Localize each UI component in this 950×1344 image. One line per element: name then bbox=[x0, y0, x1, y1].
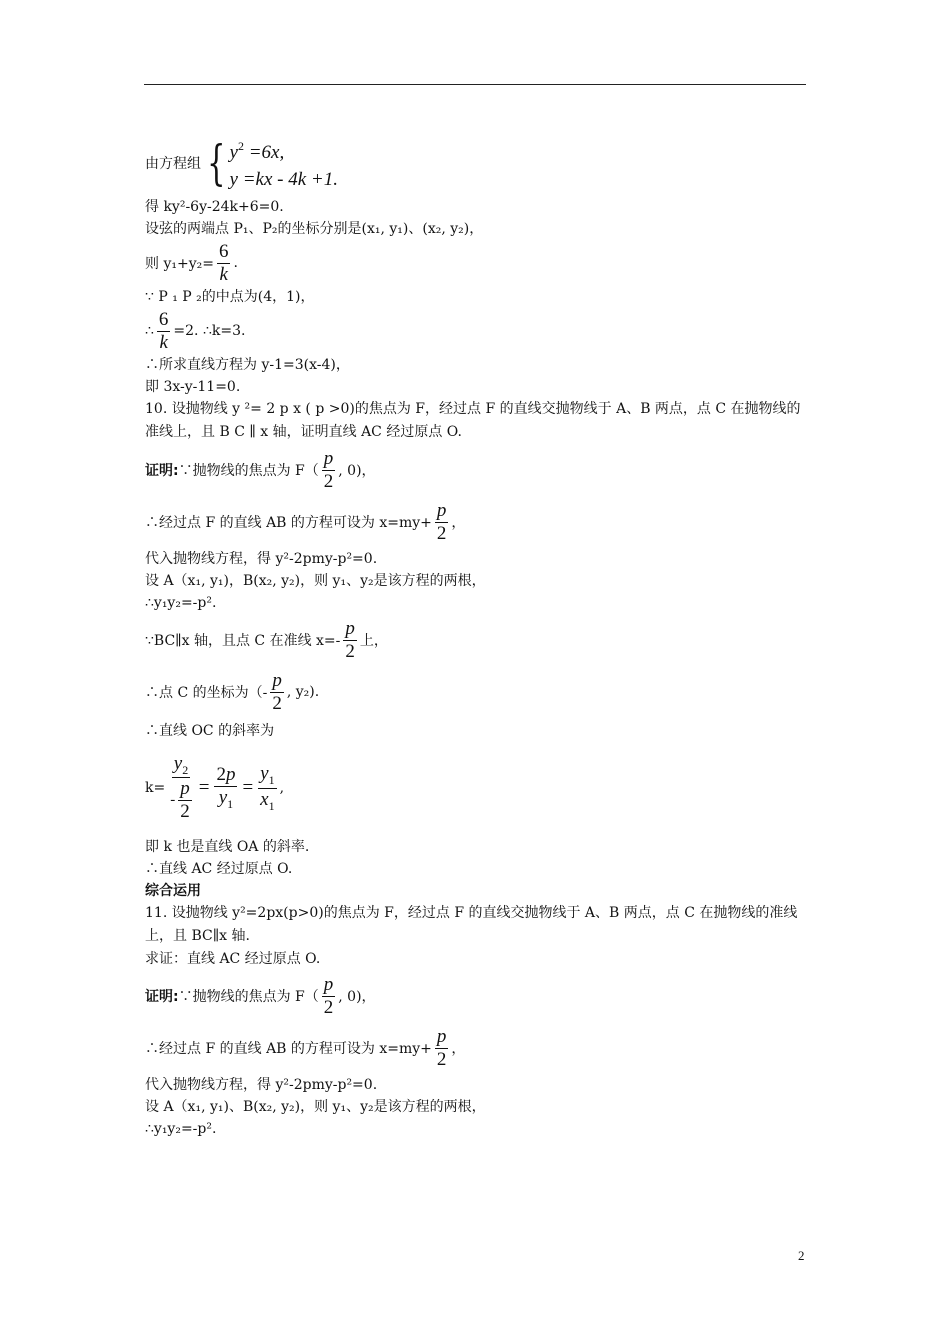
text-line: ∴所求直线方程为 y-1=3(x-4)， bbox=[145, 357, 350, 373]
fraction-2p-y1: $\frac{2p}{y_1}$ bbox=[216, 764, 236, 812]
text-line: ∴y₁y₂=-p². bbox=[145, 595, 217, 611]
equation-system-line bbox=[145, 132, 810, 194]
line-ab-equation: ∴经过点 F 的直线 AB 的方程可设为 x=my+ $\frac{p}{2}$ ， bbox=[145, 499, 466, 544]
fraction-6-k: $\frac{6}{k}$ bbox=[158, 308, 169, 353]
text-line: 设 A（x₁, y₁)、B(x₂, y₂)，则 y₁、y₂是该方程的两根， bbox=[145, 1099, 486, 1115]
fraction-p-2: $\frac{p}{2}$ bbox=[436, 1025, 447, 1070]
text-line: 即 k 也是直线 OA 的斜率. bbox=[145, 839, 310, 855]
fraction-p-2: $\frac{p}{2}$ bbox=[436, 499, 447, 544]
k-value-line: ∴ $\frac{6}{k}$ =2. ∴k=3. bbox=[145, 308, 246, 353]
text-line: 得 ky²-6y-24k+6=0. bbox=[145, 199, 284, 215]
fraction-p-2: $\frac{p}{2}$ bbox=[323, 973, 334, 1018]
page-content bbox=[145, 132, 810, 1140]
text-line: 代入抛物线方程，得 y²-2pmy-p²=0. bbox=[145, 1077, 378, 1093]
text-line: 代入抛物线方程，得 y²-2pmy-p²=0. bbox=[145, 551, 378, 567]
system-label: 由方程组 bbox=[145, 156, 201, 172]
text-line: 设 A（x₁, y₁)，B(x₂, y₂)，则 y₁、y₂是该方程的两根， bbox=[145, 573, 486, 589]
fraction-6-k: $\frac{6}{k}$ bbox=[218, 240, 229, 285]
fraction-p-2: $\frac{p}{2}$ bbox=[272, 669, 282, 714]
text-line: ∴y₁y₂=-p². bbox=[145, 1121, 217, 1137]
equation-system bbox=[201, 133, 338, 193]
midpoint-line: ∵ P ₁ P ₂的中点为(4，1)， bbox=[145, 289, 315, 305]
proof-label: 证明: bbox=[145, 463, 179, 479]
text-line: ∴直线 AC 经过原点 O. bbox=[145, 861, 293, 877]
left-brace: { bbox=[207, 135, 226, 191]
fraction-y2-over-neg-p-2: $y_2$ - $\frac{p}{2}$ bbox=[170, 752, 190, 823]
focus-line: 证明: ∵抛物线的焦点为 F（ $\frac{p}{2}$ , 0)， bbox=[145, 447, 376, 492]
system-eq-2: y =kx - 4k +1. bbox=[229, 169, 338, 190]
system-eq-1: $y^2 =6x$, bbox=[229, 139, 285, 163]
sum-line: 则 y₁+y₂= $\frac{6}{k}$ . bbox=[145, 240, 238, 285]
page-number: 2 bbox=[798, 1248, 805, 1263]
focus-line: 证明: ∵抛物线的焦点为 F（ $\frac{p}{2}$ , 0)， bbox=[145, 973, 376, 1018]
section-heading: 综合运用 bbox=[145, 883, 201, 899]
fraction-p-2: $\frac{p}{2}$ bbox=[323, 447, 334, 492]
header-rule bbox=[144, 84, 806, 85]
problem-11: 11. 设抛物线 y²=2px(p>0)的焦点为 F，经过点 F 的直线交抛物线于 A、B 两点，点 C 在抛物线的准线上，且 BC∥x 轴. bbox=[145, 905, 798, 944]
fraction-y1-x1: $\frac{y_1}{x_1}$ bbox=[260, 762, 275, 813]
point-c-line: ∴点 C 的坐标为（- $\frac{p}{2}$ , y₂). bbox=[145, 669, 320, 714]
text-line: 求证：直线 AC 经过原点 O. bbox=[145, 951, 321, 967]
text-line: 设弦的两端点 P₁、P₂的坐标分别是(x₁, y₁)、(x₂, y₂)， bbox=[145, 221, 484, 237]
fraction-p-2: $\frac{p}{2}$ bbox=[345, 617, 355, 662]
line-ab-equation: ∴经过点 F 的直线 AB 的方程可设为 x=my+ $\frac{p}{2}$ ， bbox=[145, 1025, 466, 1070]
text-line: ∴直线 OC 的斜率为 bbox=[145, 723, 275, 739]
proof-label: 证明: bbox=[145, 989, 179, 1005]
text-line: 即 3x-y-11=0. bbox=[145, 379, 241, 395]
slope-equation: k= $y_2$ - $\frac{p}{2}$ = $\frac{2p}{y_1}$ = $\frac{y_1}{x_1}$ , bbox=[145, 752, 285, 823]
problem-10: 10. 设抛物线 y ²= 2 p x ( p >0)的焦点为 F，经过点 F 的直线交抛物线于 A、B 两点，点 C 在抛物线的准线上，且 B C ∥ x 轴，证明直线 AC 经过原点 O. bbox=[145, 401, 801, 440]
directrix-line: ∵BC∥x 轴，且点 C 在准线 x=- $\frac{p}{2}$ 上， bbox=[145, 617, 388, 662]
